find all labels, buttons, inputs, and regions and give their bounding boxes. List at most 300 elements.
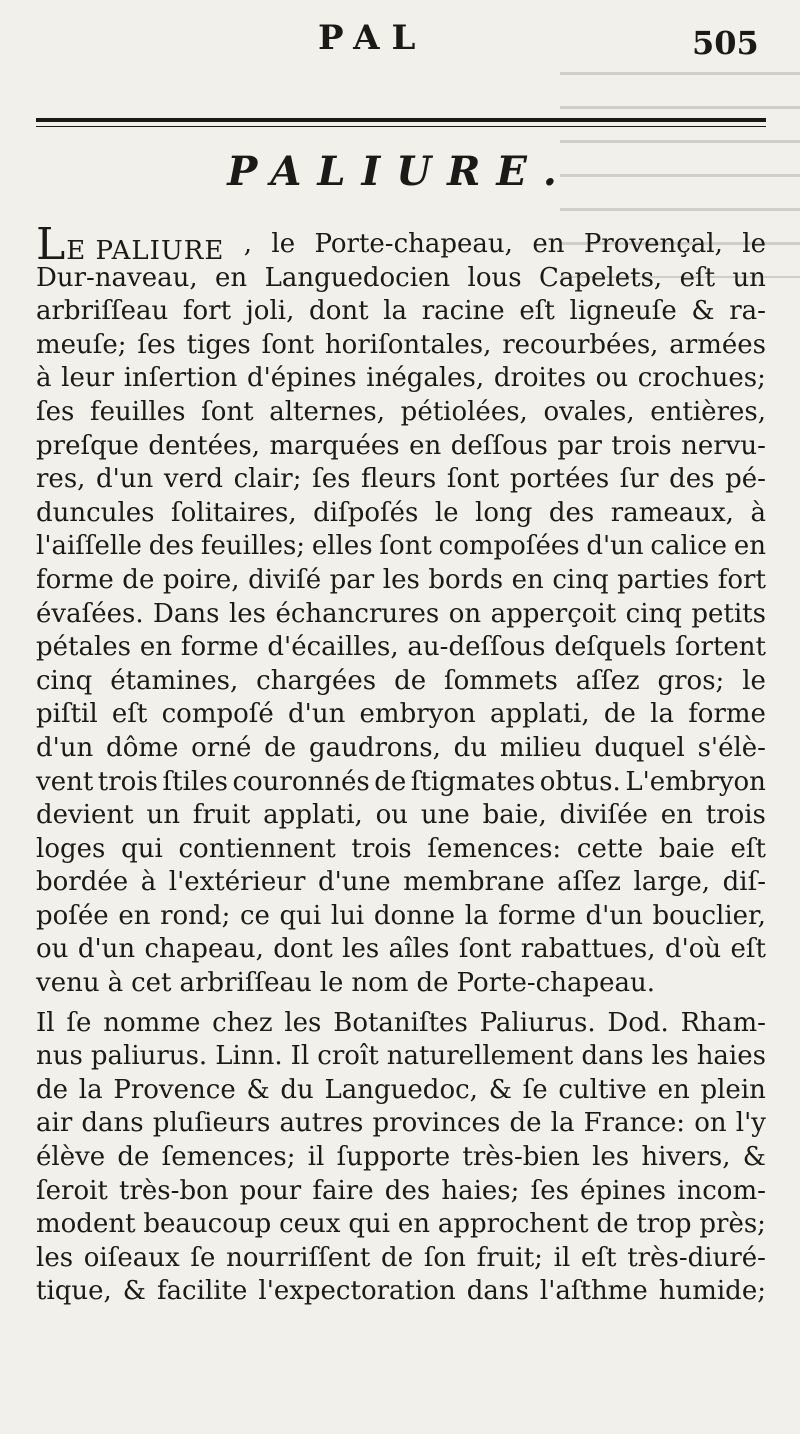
word: le bbox=[271, 229, 296, 259]
word: une bbox=[420, 800, 470, 831]
word: ſur bbox=[619, 464, 659, 495]
word: d'un bbox=[288, 699, 346, 730]
word: & bbox=[122, 1276, 146, 1307]
text-line bbox=[36, 1141, 766, 1175]
word: & bbox=[742, 1142, 766, 1173]
word: incom- bbox=[677, 1175, 766, 1206]
word: par bbox=[557, 430, 602, 461]
word: Provence bbox=[113, 1074, 236, 1105]
word: cinq bbox=[552, 564, 609, 595]
word: ſes bbox=[36, 396, 75, 427]
word: les bbox=[651, 1041, 689, 1072]
word: de bbox=[122, 564, 155, 595]
word: ſolitaires, bbox=[171, 497, 297, 528]
word: humide; bbox=[658, 1276, 766, 1307]
word: les bbox=[36, 1242, 74, 1273]
word: des bbox=[548, 497, 595, 528]
word: s'élè- bbox=[697, 732, 766, 763]
word: eſt bbox=[581, 1242, 617, 1273]
word: autres bbox=[279, 1108, 364, 1139]
word: de bbox=[596, 1209, 629, 1240]
word: diſ- bbox=[722, 867, 766, 898]
word: Botaniſtes bbox=[333, 1007, 468, 1038]
word: lous bbox=[467, 262, 522, 293]
word: Dans bbox=[153, 598, 220, 629]
word: étamines, bbox=[110, 665, 239, 696]
word: de bbox=[117, 1142, 150, 1173]
word: l'aſthme bbox=[539, 1276, 648, 1307]
word: eſt bbox=[111, 699, 148, 730]
word: en bbox=[511, 564, 544, 595]
word: Languedocien bbox=[264, 262, 451, 293]
word: de bbox=[416, 968, 449, 999]
text-line bbox=[36, 430, 766, 464]
word: bordée bbox=[36, 867, 129, 898]
word: rameaux, bbox=[610, 497, 734, 528]
word: ſes bbox=[312, 464, 351, 495]
word: inégales, bbox=[366, 363, 485, 394]
word: de bbox=[264, 732, 297, 763]
word: d'épines bbox=[247, 363, 357, 394]
word: Porte-chapeau. bbox=[456, 968, 655, 999]
word: orné bbox=[191, 732, 252, 763]
word: embryon bbox=[359, 699, 476, 730]
text-line bbox=[36, 329, 766, 363]
word: ovales, bbox=[543, 396, 635, 427]
word: d'une bbox=[317, 867, 391, 898]
word: dont bbox=[273, 934, 333, 965]
word: ſont bbox=[261, 329, 315, 360]
word: contiennent bbox=[178, 833, 336, 864]
word: trois bbox=[97, 766, 158, 797]
word: ſes bbox=[137, 329, 176, 360]
word: recourbées, bbox=[502, 329, 659, 360]
word: de bbox=[381, 1242, 414, 1273]
word: élève bbox=[36, 1142, 106, 1173]
word: Provençal, bbox=[583, 229, 723, 259]
word: l'y bbox=[735, 1108, 766, 1139]
word: compoſé bbox=[161, 699, 274, 730]
word: applati, bbox=[263, 800, 363, 831]
word: rond; bbox=[160, 900, 231, 931]
word: ſortent bbox=[675, 632, 766, 663]
word: en bbox=[532, 229, 565, 259]
word: Rham- bbox=[680, 1007, 766, 1038]
word: qui bbox=[279, 900, 322, 931]
word: Linn. bbox=[215, 1041, 283, 1072]
text-line bbox=[36, 1040, 766, 1074]
text-line bbox=[36, 362, 766, 396]
word: L'embryon bbox=[625, 766, 766, 797]
word: un bbox=[732, 262, 766, 293]
word: aîles bbox=[388, 934, 450, 965]
word: fruit bbox=[192, 800, 251, 831]
word: Paliurus. bbox=[479, 1007, 596, 1038]
word: verd bbox=[163, 464, 224, 495]
word: nomme bbox=[103, 1007, 201, 1038]
word: les bbox=[228, 598, 266, 629]
page-number: 505 bbox=[692, 24, 759, 62]
word: du bbox=[453, 732, 488, 763]
word: eſt bbox=[730, 833, 766, 864]
word: parties bbox=[617, 564, 710, 595]
word: fort bbox=[717, 564, 766, 595]
word: la bbox=[464, 900, 489, 931]
word: la bbox=[550, 1108, 575, 1139]
word: cinq bbox=[36, 665, 93, 696]
word: forme bbox=[36, 564, 114, 595]
word: facilite bbox=[156, 1276, 248, 1307]
word: applati, bbox=[489, 699, 590, 730]
word: ſe bbox=[66, 1007, 92, 1038]
word: long bbox=[475, 497, 533, 528]
paragraph-1 bbox=[36, 219, 766, 1001]
word: large, bbox=[633, 867, 711, 898]
word: ceux bbox=[279, 1209, 341, 1240]
word: pétiolées, bbox=[400, 396, 528, 427]
word: le bbox=[742, 229, 766, 259]
word: feuilles bbox=[90, 396, 186, 427]
word: ſont bbox=[458, 934, 512, 965]
word: diviſé bbox=[248, 564, 322, 595]
text-line bbox=[36, 262, 766, 296]
word: gros; bbox=[657, 665, 725, 696]
word: deſſous bbox=[450, 430, 548, 461]
word: en bbox=[139, 632, 172, 663]
word: marquées bbox=[269, 430, 400, 461]
word: pluſieurs bbox=[152, 1108, 271, 1139]
word: gaudrons, bbox=[308, 732, 441, 763]
word: entières, bbox=[650, 396, 766, 427]
word: d'un bbox=[77, 934, 136, 965]
word: ſemences; bbox=[161, 1142, 296, 1173]
word: un bbox=[146, 800, 180, 831]
word: bords bbox=[428, 564, 504, 595]
word: tique, bbox=[36, 1276, 112, 1307]
word: rabattues, bbox=[520, 934, 656, 965]
word: baie bbox=[658, 833, 715, 864]
text-line bbox=[36, 766, 766, 800]
header-rule-thin bbox=[36, 126, 766, 127]
word: ſtiles bbox=[162, 766, 228, 797]
word: hivers, bbox=[641, 1142, 731, 1173]
word: par bbox=[329, 564, 375, 595]
word: échancrures bbox=[275, 598, 440, 629]
word: ſont bbox=[201, 396, 254, 427]
word: leur bbox=[61, 363, 115, 394]
word: & bbox=[488, 1074, 512, 1105]
word: très-diuré- bbox=[627, 1242, 766, 1273]
word: air bbox=[36, 1108, 73, 1139]
text-line bbox=[36, 866, 766, 900]
word: ou bbox=[36, 934, 69, 965]
word: les bbox=[284, 1007, 322, 1038]
word: le bbox=[742, 665, 766, 696]
word: nus bbox=[36, 1041, 83, 1072]
word: chez bbox=[212, 1007, 273, 1038]
word: haies bbox=[696, 1041, 766, 1072]
word: des bbox=[384, 1175, 431, 1206]
article-heading: PALIURE. bbox=[227, 148, 573, 195]
word: très-bon bbox=[119, 1175, 229, 1206]
word: à bbox=[107, 968, 124, 999]
word: dans bbox=[581, 1041, 644, 1072]
text-line bbox=[36, 564, 766, 598]
word: à bbox=[750, 497, 766, 528]
word: paliurus. bbox=[90, 1041, 208, 1072]
word: ſon bbox=[423, 1242, 466, 1273]
word: deſquels bbox=[554, 632, 667, 663]
word: devient bbox=[36, 800, 134, 831]
word: nom bbox=[351, 968, 409, 999]
word: ſe bbox=[190, 1242, 216, 1273]
word: au-deſſous bbox=[407, 632, 546, 663]
word: ra- bbox=[729, 296, 766, 327]
word: près; bbox=[699, 1209, 766, 1240]
word: très-bien bbox=[462, 1142, 580, 1173]
word: beaucoup bbox=[143, 1209, 272, 1240]
word: dans bbox=[81, 1108, 144, 1139]
word: Dur-naveau, bbox=[36, 262, 198, 293]
word: d'écailles, bbox=[267, 632, 399, 663]
text-line bbox=[36, 732, 766, 766]
word: France: bbox=[583, 1108, 686, 1139]
word: du bbox=[280, 1074, 314, 1105]
text-line bbox=[36, 598, 766, 632]
word: cinq bbox=[625, 598, 682, 629]
word: duncules bbox=[36, 497, 155, 528]
word: des bbox=[148, 531, 195, 562]
word: Il bbox=[290, 1041, 310, 1072]
word: venu bbox=[36, 968, 100, 999]
text-line bbox=[36, 396, 766, 430]
word: oiſeaux bbox=[83, 1242, 180, 1273]
word: de bbox=[374, 766, 407, 797]
text-line bbox=[36, 1107, 766, 1141]
word: en bbox=[657, 1074, 690, 1105]
word: calice bbox=[650, 531, 728, 562]
word: forme bbox=[688, 699, 766, 730]
word: horiſontales, bbox=[324, 329, 492, 360]
word: feuilles; bbox=[200, 531, 306, 562]
word: ſtigmates bbox=[410, 766, 536, 797]
text-line bbox=[36, 219, 766, 270]
word: membrane bbox=[403, 867, 545, 898]
word: eſt bbox=[679, 262, 716, 293]
word: ce bbox=[239, 900, 270, 931]
word: ligneuſe bbox=[569, 296, 677, 327]
word: poire, bbox=[162, 564, 240, 595]
word: Dod. bbox=[607, 1007, 669, 1038]
word: piſtil bbox=[36, 699, 98, 730]
word: diſpoſés bbox=[313, 497, 419, 528]
text-line bbox=[36, 1007, 766, 1041]
word: compoſées bbox=[438, 531, 580, 562]
word: modent bbox=[36, 1209, 136, 1240]
text-line bbox=[36, 698, 766, 732]
word: ou bbox=[595, 363, 629, 394]
word: d'un bbox=[96, 464, 154, 495]
text-line bbox=[36, 1275, 766, 1309]
word: cultive bbox=[558, 1074, 647, 1105]
word: Il bbox=[36, 1007, 55, 1038]
word: on bbox=[448, 598, 482, 629]
word: racine bbox=[421, 296, 505, 327]
word: arbriſſeau bbox=[179, 968, 312, 999]
word: Languedoc, bbox=[324, 1074, 478, 1105]
word: petits bbox=[691, 598, 766, 629]
text-line bbox=[36, 900, 766, 934]
text-line bbox=[36, 967, 766, 1001]
running-head-title: PAL bbox=[318, 18, 428, 58]
word: ou bbox=[375, 800, 409, 831]
word: forme bbox=[180, 632, 259, 663]
word: évaſées. bbox=[36, 598, 144, 629]
word: d'où bbox=[664, 934, 722, 965]
word: diviſée bbox=[559, 800, 648, 831]
word: à bbox=[36, 363, 52, 394]
word: fruit; bbox=[476, 1242, 543, 1273]
word: les bbox=[592, 1142, 630, 1173]
word: Capelets, bbox=[539, 262, 663, 293]
word: fort bbox=[182, 296, 232, 327]
running-head bbox=[0, 18, 800, 68]
word: Porte-chapeau, bbox=[314, 229, 513, 259]
word: approchent bbox=[437, 1209, 589, 1240]
word: eſt bbox=[730, 934, 766, 965]
word: elles bbox=[311, 531, 373, 562]
word: trois bbox=[351, 833, 412, 864]
word: les bbox=[342, 934, 380, 965]
word: ſes bbox=[530, 1175, 569, 1206]
word: pour bbox=[239, 1175, 302, 1206]
word: dans bbox=[466, 1276, 529, 1307]
word: crochues; bbox=[637, 363, 766, 394]
word: la bbox=[78, 1074, 103, 1105]
word: baie, bbox=[482, 800, 547, 831]
word: portées bbox=[509, 464, 610, 495]
drop-initial: L bbox=[36, 219, 67, 270]
word: la bbox=[650, 699, 674, 730]
text-line bbox=[36, 1242, 766, 1276]
word: alternes, bbox=[269, 396, 386, 427]
text-line bbox=[36, 1208, 766, 1242]
word: res, bbox=[36, 464, 86, 495]
word: apperçoit bbox=[490, 598, 617, 629]
word: trop bbox=[636, 1209, 692, 1240]
word: & bbox=[246, 1074, 270, 1105]
word: , bbox=[243, 229, 252, 259]
word: les bbox=[382, 564, 420, 595]
word: poſée bbox=[36, 900, 109, 931]
word: dont bbox=[309, 296, 369, 327]
word: lui bbox=[330, 900, 365, 931]
word: meuſe; bbox=[36, 329, 127, 360]
word: à bbox=[140, 867, 157, 898]
text-line bbox=[36, 833, 766, 867]
drop-initial-word bbox=[36, 219, 225, 270]
word: de bbox=[509, 1108, 542, 1139]
word: naturellement bbox=[386, 1041, 574, 1072]
word: des bbox=[669, 464, 715, 495]
word: la bbox=[383, 296, 408, 327]
word: en bbox=[397, 1209, 431, 1240]
word: ſe bbox=[522, 1074, 548, 1105]
word: dôme bbox=[106, 732, 179, 763]
word: l'extérieur bbox=[168, 867, 306, 898]
word: clair; bbox=[233, 464, 302, 495]
word: preſque bbox=[36, 430, 139, 461]
word: ſemences: bbox=[427, 833, 562, 864]
word: cette bbox=[576, 833, 644, 864]
word: chargées bbox=[256, 665, 377, 696]
paragraph-2 bbox=[36, 1007, 766, 1309]
text-line bbox=[36, 1074, 766, 1108]
text-line bbox=[36, 295, 766, 329]
drop-initial-rest: E PALIURE bbox=[66, 236, 225, 266]
word: tiges bbox=[186, 329, 251, 360]
word: droites bbox=[493, 363, 587, 394]
word: pé- bbox=[725, 464, 766, 495]
text-line bbox=[36, 1175, 766, 1209]
word: faire bbox=[312, 1175, 374, 1206]
word: l'aiſſelle bbox=[36, 531, 142, 562]
word: le bbox=[319, 968, 344, 999]
word: le bbox=[434, 497, 459, 528]
text-line bbox=[36, 497, 766, 531]
word: haies; bbox=[441, 1175, 520, 1206]
word: bouclier, bbox=[652, 900, 766, 931]
word: nourriſſent bbox=[226, 1242, 371, 1273]
word: en bbox=[215, 262, 248, 293]
word: ſupporte bbox=[336, 1142, 451, 1173]
word: provinces bbox=[372, 1108, 501, 1139]
word: milieu bbox=[499, 732, 582, 763]
text-line bbox=[36, 530, 766, 564]
word: aſſez bbox=[575, 665, 640, 696]
word: de bbox=[394, 665, 427, 696]
word: ſont bbox=[446, 464, 500, 495]
word: chapeau, bbox=[144, 934, 264, 965]
word: en bbox=[409, 430, 442, 461]
word: duquel bbox=[594, 732, 685, 763]
word: loges bbox=[36, 833, 106, 864]
word: eſt bbox=[519, 296, 555, 327]
header-rule-thick bbox=[36, 118, 766, 122]
word: qui bbox=[121, 833, 163, 864]
word: plein bbox=[700, 1074, 766, 1105]
word: qui bbox=[348, 1209, 391, 1240]
word: croît bbox=[317, 1041, 379, 1072]
word: & bbox=[691, 296, 715, 327]
word: il bbox=[553, 1242, 571, 1273]
article-body bbox=[36, 219, 766, 1309]
text-line bbox=[36, 631, 766, 665]
word: inſertion bbox=[123, 363, 238, 394]
word: forme bbox=[498, 900, 576, 931]
word: armées bbox=[669, 329, 766, 360]
word: il bbox=[307, 1142, 325, 1173]
word: vent bbox=[36, 766, 94, 797]
word: en bbox=[660, 800, 693, 831]
word: ſeroit bbox=[36, 1175, 108, 1206]
word: couronnés bbox=[232, 766, 370, 797]
text-line bbox=[36, 463, 766, 497]
word: on bbox=[694, 1108, 727, 1139]
text-line bbox=[36, 799, 766, 833]
word: ſont bbox=[379, 531, 432, 562]
word: en bbox=[733, 531, 766, 562]
